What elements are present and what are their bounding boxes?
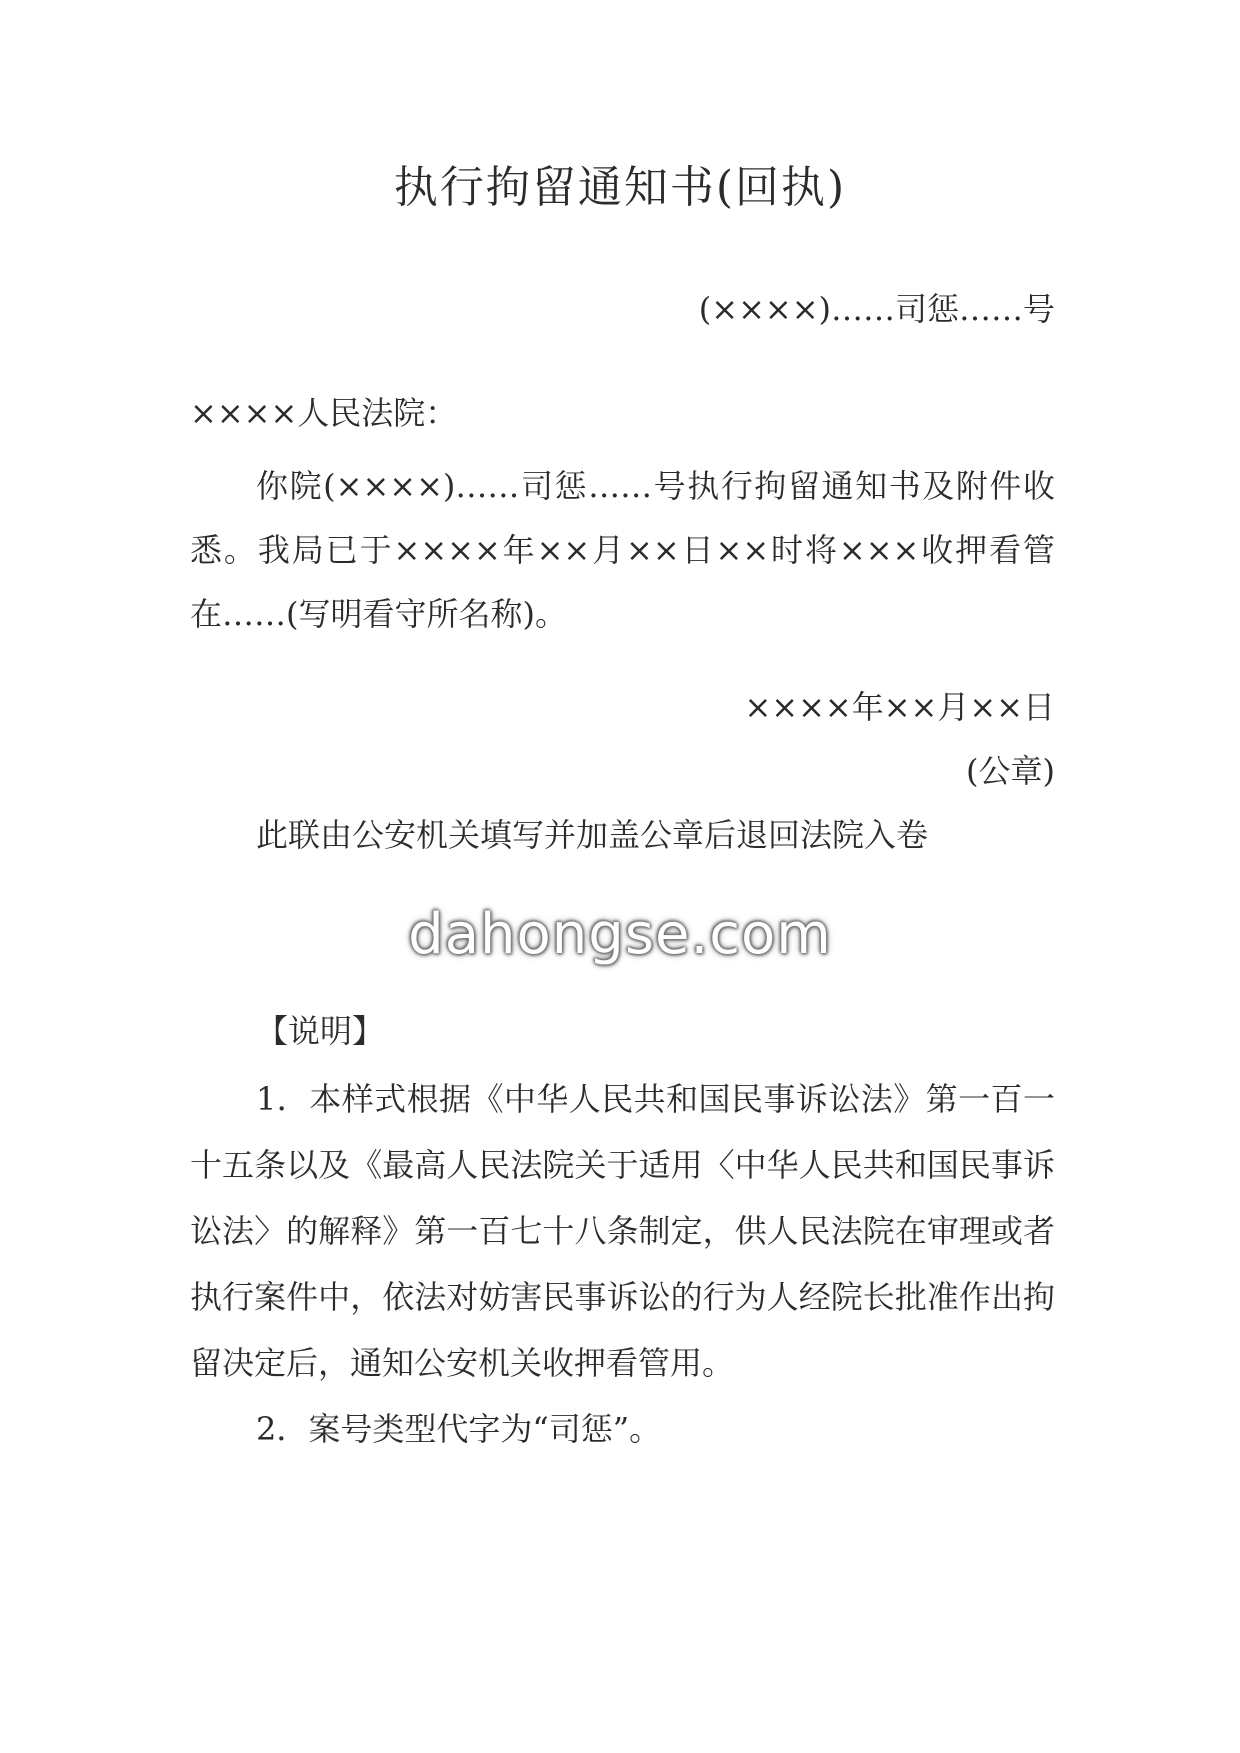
case-number: (××××)……司惩……号 bbox=[698, 290, 1055, 328]
notes-heading: 【说明】 bbox=[256, 1012, 385, 1050]
seal-placeholder: (公章) bbox=[966, 752, 1055, 790]
note-item: 1．本样式根据《中华人民共和国民事诉讼法》第一百一十五条以及《最高人民法院关于适用〈中华人民共和国民事诉讼法〉的解释》第一百七十八条制定，供人民法院在审理或者执行案件中，依法对妨害民事诉讼的行为人经院长批准作出拘留决定后，通知公安机关收押看管用。 bbox=[190, 1080, 1055, 1382]
watermark: dahongse.com bbox=[408, 902, 832, 967]
return-instruction: 此联由公安机关填写并加盖公章后退回法院入卷 bbox=[256, 816, 929, 854]
recipient-line: ××××人民法院： bbox=[190, 394, 458, 432]
body-paragraph: 你院(××××)……司惩……号执行拘留通知书及附件收悉。我局已于××××年××月××日××时将×××收押看管在……(写明看守所名称)。 bbox=[190, 467, 1055, 633]
note-item: 2．案号类型代字为“司惩”。 bbox=[256, 1410, 662, 1448]
document-title: 执行拘留通知书(回执) bbox=[393, 162, 847, 213]
date-line: ××××年××月××日 bbox=[744, 688, 1055, 726]
